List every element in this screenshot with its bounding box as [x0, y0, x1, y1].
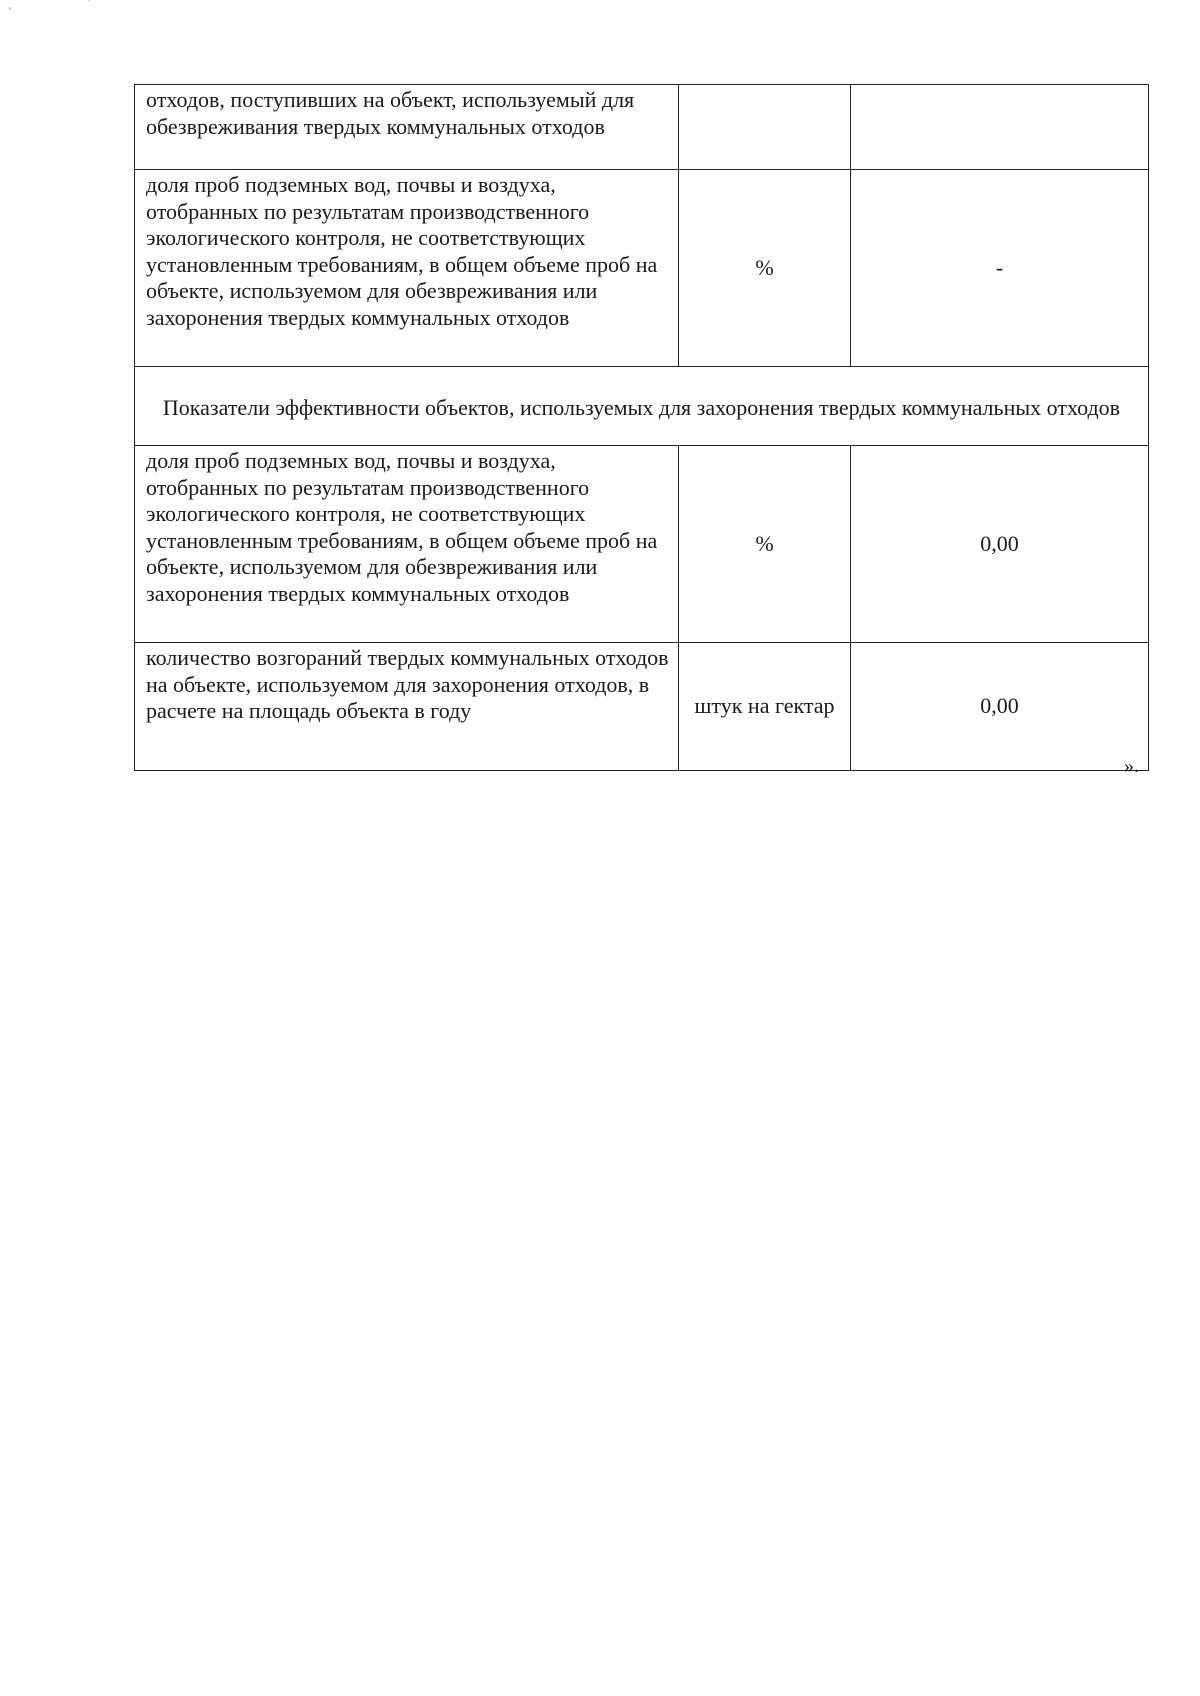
section-heading: Показатели эффективности объектов, используемых для захоронения твердых коммунальных отходов	[135, 367, 1149, 446]
indicator-value: -	[851, 170, 1149, 367]
scan-artifact-mark: '	[88, 0, 90, 8]
section-header-row	[135, 367, 1149, 446]
scan-artifact-mark: "	[8, 6, 12, 16]
table-row	[135, 446, 1149, 643]
indicator-description: доля проб подземных вод, почвы и воздуха, отобранных по результатам производственного экологического контроля, не соответствующих установленным требованиям, в общем объеме проб на объекте, используемом для обезвреживания или захоронения твердых коммунальных отходов	[135, 170, 679, 367]
indicators-table	[134, 84, 1149, 771]
indicator-unit: %	[679, 446, 851, 643]
indicator-description: доля проб подземных вод, почвы и воздуха, отобранных по результатам производственного экологического контроля, не соответствующих установленным требованиям, в общем объеме проб на объекте, используемом для обезвреживания или захоронения твердых коммунальных отходов	[135, 446, 679, 643]
indicator-unit: %	[679, 170, 851, 367]
indicator-value: 0,00	[851, 643, 1149, 771]
closing-quote: ».	[1124, 755, 1139, 777]
indicator-description: количество возгораний твердых коммунальных отходов на объекте, используемом для захоронения отходов, в расчете на площадь объекта в году	[135, 643, 679, 771]
indicator-unit: штук на гектар	[679, 643, 851, 771]
table-row	[135, 170, 1149, 367]
indicator-unit	[679, 85, 851, 170]
indicator-value: 0,00	[851, 446, 1149, 643]
table-row	[135, 643, 1149, 771]
indicator-description: отходов, поступивших на объект, используемый для обезвреживания твердых коммунальных отходов	[135, 85, 679, 170]
indicator-value	[851, 85, 1149, 170]
table-row	[135, 85, 1149, 170]
